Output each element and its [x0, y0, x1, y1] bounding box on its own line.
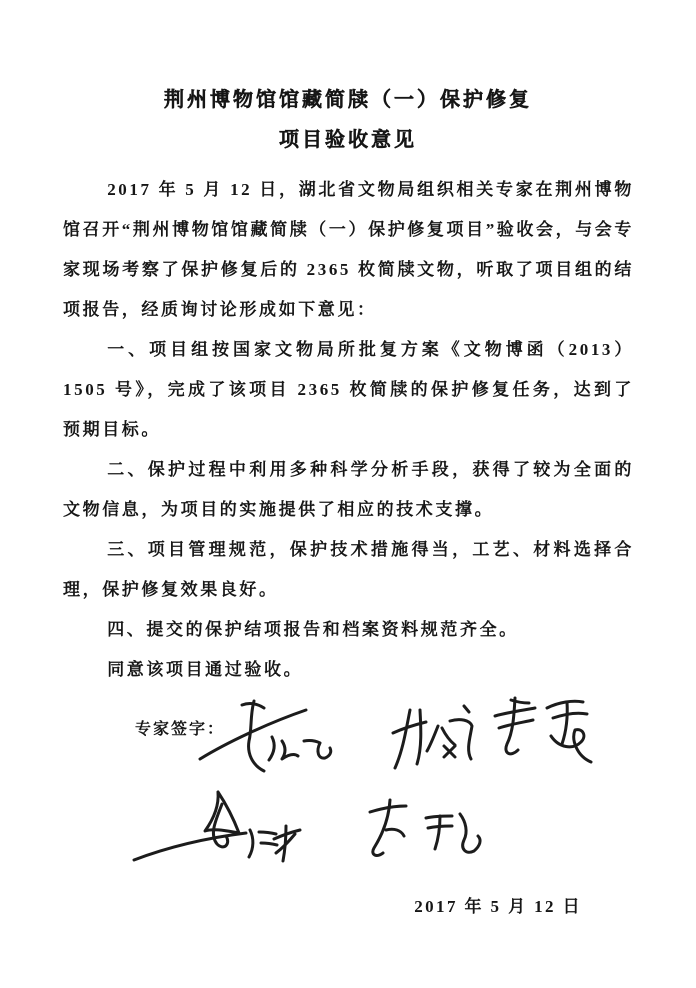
signature-2: [380, 698, 480, 776]
signature-5: [356, 796, 496, 864]
signature-1-handwriting: [192, 695, 337, 777]
paragraph-4: 三、项目管理规范，保护技术措施得当，工艺、材料选择合理，保护修复效果良好。: [63, 540, 634, 599]
paragraph-2: 一、项目组按国家文物局所批复方案《文物博函（2013）1505 号》，完成了该项目 2365 枚简牍的保护修复任务，达到了预期目标。: [63, 340, 634, 439]
paragraph-6: 同意该项目通过验收。: [107, 660, 304, 679]
signature-4-handwriting: [126, 786, 306, 870]
signature-2-handwriting: [380, 698, 480, 776]
signature-3-handwriting: [483, 692, 601, 774]
signature-5-handwriting: [356, 796, 496, 864]
document-date: 2017 年 5 月 12 日: [414, 897, 582, 916]
document-body: [63, 170, 634, 690]
paragraph-3: 二、保护过程中利用多种科学分析手段，获得了较为全面的文物信息，为项目的实施提供了相应的技术支撑。: [63, 460, 634, 519]
document-title: [0, 0, 696, 160]
paragraph-1: 2017 年 5 月 12 日，湖北省文物局组织相关专家在荆州博物馆召开“荆州博物馆馆藏简牍（一）保护修复项目”验收会，与会专家现场考察了保护修复后的 2365 枚简牍文物，听取了项目组的结项报告，经质询讨论形成如下意见：: [63, 180, 634, 319]
signature-4: [126, 786, 306, 870]
title-line-2: 项目验收意见: [279, 129, 417, 151]
signature-label: 专家签字：: [135, 721, 226, 738]
title-line-1: 荆州博物馆馆藏简牍（一）保护修复: [164, 89, 532, 111]
signature-1: [192, 695, 337, 777]
signature-3: [483, 692, 601, 774]
paragraph-5: 四、提交的保护结项报告和档案资料规范齐全。: [107, 620, 519, 639]
signature-section: [0, 690, 696, 882]
